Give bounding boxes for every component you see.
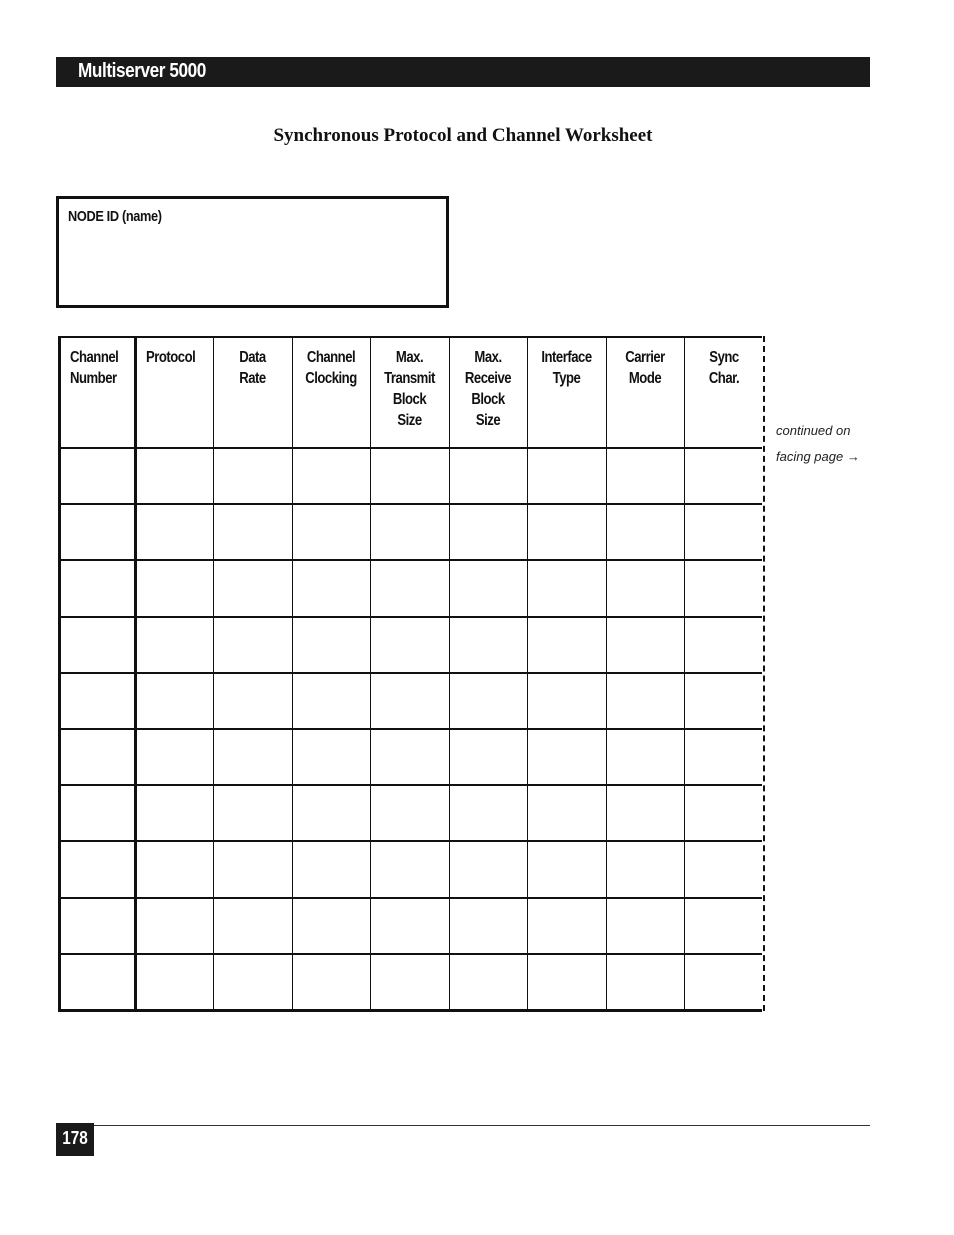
- worksheet-cell[interactable]: [295, 787, 368, 838]
- column-header-line: Sync: [709, 349, 739, 366]
- column-header: [449, 347, 527, 431]
- worksheet-cell[interactable]: [216, 787, 290, 838]
- worksheet-cell[interactable]: [216, 450, 290, 501]
- header-divider: [58, 447, 762, 449]
- worksheet-cell[interactable]: [137, 450, 211, 501]
- worksheet-cell[interactable]: [530, 506, 604, 557]
- worksheet-cell[interactable]: [137, 787, 211, 838]
- worksheet-cell[interactable]: [216, 675, 290, 726]
- column-header: [146, 347, 213, 368]
- worksheet-cell[interactable]: [609, 900, 682, 951]
- worksheet-cell[interactable]: [373, 450, 447, 501]
- worksheet-cell[interactable]: [373, 956, 447, 1007]
- worksheet-cell[interactable]: [137, 675, 211, 726]
- worksheet-cell[interactable]: [61, 956, 132, 1007]
- row-divider: [58, 784, 762, 786]
- document-title: Multiserver 5000: [78, 60, 206, 82]
- continued-line-2: facing page →: [776, 449, 860, 464]
- worksheet-cell[interactable]: [295, 450, 368, 501]
- column-header: [606, 347, 684, 389]
- worksheet-cell[interactable]: [373, 787, 447, 838]
- row-divider: [58, 559, 762, 561]
- column-header-line: Type: [552, 370, 581, 387]
- continued-note: [776, 418, 896, 470]
- node-id-label: NODE ID (name): [68, 208, 162, 225]
- column-header-line: Max.: [395, 349, 424, 366]
- worksheet-cell[interactable]: [137, 506, 211, 557]
- column-divider: [684, 336, 685, 1009]
- row-divider: [58, 953, 762, 955]
- worksheet-cell[interactable]: [373, 843, 447, 894]
- worksheet-cell[interactable]: [452, 900, 525, 951]
- worksheet-cell[interactable]: [687, 900, 762, 951]
- worksheet-cell[interactable]: [609, 506, 682, 557]
- worksheet-cell[interactable]: [687, 619, 762, 670]
- worksheet-cell[interactable]: [137, 900, 211, 951]
- column-header-line: Carrier: [625, 349, 665, 366]
- worksheet-cell[interactable]: [609, 731, 682, 782]
- column-header-line: Channel: [70, 349, 119, 366]
- worksheet-cell[interactable]: [295, 843, 368, 894]
- column-header-line: Clocking: [305, 370, 357, 387]
- worksheet-cell[interactable]: [61, 843, 132, 894]
- worksheet-cell[interactable]: [295, 675, 368, 726]
- worksheet-cell[interactable]: [452, 956, 525, 1007]
- column-divider: [527, 336, 528, 1009]
- column-header-line: Data: [239, 349, 266, 366]
- row-divider: [58, 728, 762, 730]
- worksheet-title: Synchronous Protocol and Channel Worksheet: [273, 125, 653, 146]
- continuation-edge: [763, 336, 765, 1011]
- column-header: [292, 347, 370, 389]
- worksheet-cell[interactable]: [216, 956, 290, 1007]
- worksheet-cell[interactable]: [452, 731, 525, 782]
- table-bottom-border: [58, 1009, 762, 1012]
- worksheet-cell[interactable]: [61, 506, 132, 557]
- worksheet-cell[interactable]: [61, 450, 132, 501]
- column-divider: [213, 336, 214, 1009]
- worksheet-cell[interactable]: [530, 956, 604, 1007]
- column-header-line: Size: [475, 412, 501, 429]
- worksheet-cell[interactable]: [452, 562, 525, 613]
- worksheet-cell[interactable]: [373, 731, 447, 782]
- worksheet-cell[interactable]: [137, 843, 211, 894]
- worksheet-cell[interactable]: [137, 731, 211, 782]
- page-number-text: 178: [62, 1128, 88, 1148]
- footer-rule: [56, 1125, 870, 1126]
- column-header-line: Receive: [464, 370, 512, 387]
- column-header-line: Rate: [239, 370, 266, 387]
- worksheet-cell[interactable]: [61, 731, 132, 782]
- worksheet-cell[interactable]: [530, 619, 604, 670]
- worksheet-cell[interactable]: [609, 956, 682, 1007]
- worksheet-cell[interactable]: [295, 956, 368, 1007]
- worksheet-cell[interactable]: [687, 450, 762, 501]
- worksheet-cell[interactable]: [530, 787, 604, 838]
- worksheet-cell[interactable]: [373, 562, 447, 613]
- worksheet-cell[interactable]: [452, 843, 525, 894]
- worksheet-cell[interactable]: [530, 843, 604, 894]
- worksheet-cell[interactable]: [61, 562, 132, 613]
- worksheet-cell[interactable]: [687, 675, 762, 726]
- worksheet-cell[interactable]: [373, 619, 447, 670]
- column-header: [213, 347, 292, 389]
- column-header-line: Mode: [628, 370, 662, 387]
- worksheet-cell[interactable]: [609, 675, 682, 726]
- worksheet-cell[interactable]: [687, 731, 762, 782]
- worksheet-cell[interactable]: [295, 731, 368, 782]
- worksheet-cell[interactable]: [530, 675, 604, 726]
- worksheet-cell[interactable]: [137, 619, 211, 670]
- page-number: [56, 1123, 94, 1156]
- row-divider: [58, 503, 762, 505]
- worksheet-cell[interactable]: [687, 787, 762, 838]
- column-divider: [292, 336, 293, 1009]
- worksheet-cell[interactable]: [216, 506, 290, 557]
- worksheet-cell[interactable]: [373, 900, 447, 951]
- worksheet-cell[interactable]: [373, 675, 447, 726]
- worksheet-cell[interactable]: [373, 506, 447, 557]
- row-divider: [58, 840, 762, 842]
- worksheet-cell[interactable]: [609, 619, 682, 670]
- column-header-line: Size: [397, 412, 422, 429]
- column-header-line: Protocol: [146, 349, 196, 366]
- worksheet-cell[interactable]: [61, 619, 132, 670]
- worksheet-cell[interactable]: [295, 506, 368, 557]
- worksheet-cell[interactable]: [216, 843, 290, 894]
- worksheet-cell[interactable]: [530, 450, 604, 501]
- worksheet-cell[interactable]: [216, 619, 290, 670]
- column-header-line: Block: [392, 391, 427, 408]
- column-divider: [449, 336, 450, 1009]
- worksheet-cell[interactable]: [216, 731, 290, 782]
- worksheet-cell[interactable]: [452, 675, 525, 726]
- worksheet-cell[interactable]: [295, 900, 368, 951]
- worksheet-cell[interactable]: [61, 900, 132, 951]
- worksheet-cell[interactable]: [452, 506, 525, 557]
- worksheet-cell[interactable]: [61, 675, 132, 726]
- column-header: [527, 347, 606, 389]
- worksheet-cell[interactable]: [216, 562, 290, 613]
- header-bar: [56, 57, 870, 87]
- column-divider: [370, 336, 371, 1009]
- column-divider: [606, 336, 607, 1009]
- channel-worksheet-table: [58, 336, 764, 1011]
- worksheet-cell[interactable]: [137, 956, 211, 1007]
- column-header-line: Max.: [474, 349, 502, 366]
- worksheet-cell[interactable]: [452, 619, 525, 670]
- worksheet-cell[interactable]: [61, 787, 132, 838]
- worksheet-cell[interactable]: [687, 956, 762, 1007]
- column-header-line: Transmit: [384, 370, 435, 387]
- worksheet-cell[interactable]: [609, 787, 682, 838]
- worksheet-cell[interactable]: [530, 731, 604, 782]
- worksheet-cell[interactable]: [137, 562, 211, 613]
- worksheet-cell[interactable]: [687, 506, 762, 557]
- worksheet-cell[interactable]: [687, 843, 762, 894]
- worksheet-cell[interactable]: [452, 787, 525, 838]
- worksheet-cell[interactable]: [530, 562, 604, 613]
- worksheet-cell[interactable]: [295, 562, 368, 613]
- worksheet-cell[interactable]: [530, 900, 604, 951]
- worksheet-cell[interactable]: [216, 900, 290, 951]
- worksheet-cell[interactable]: [609, 450, 682, 501]
- worksheet-cell[interactable]: [609, 562, 682, 613]
- node-id-field[interactable]: [56, 196, 449, 308]
- worksheet-cell[interactable]: [452, 450, 525, 501]
- column-header-line: Char.: [708, 370, 740, 387]
- table-top-border: [58, 336, 762, 338]
- column-header-line: Number: [70, 370, 117, 387]
- column-header: [370, 347, 449, 431]
- column-header-line: Block: [471, 391, 505, 408]
- continued-line-1: continued on: [776, 423, 851, 438]
- column-header: [684, 347, 764, 389]
- column-header: [70, 347, 134, 389]
- worksheet-cell[interactable]: [687, 562, 762, 613]
- column-header-line: Interface: [541, 349, 592, 366]
- worksheet-cell[interactable]: [295, 619, 368, 670]
- worksheet-cell[interactable]: [609, 843, 682, 894]
- column-header-line: Channel: [306, 349, 356, 366]
- row-divider: [58, 672, 762, 674]
